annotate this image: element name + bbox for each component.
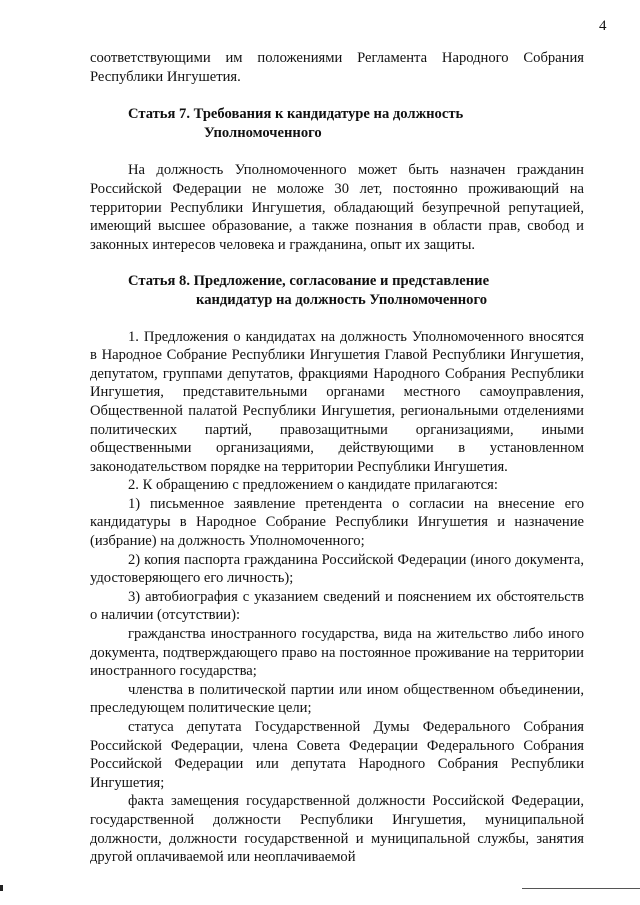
article-8-item-1: 1) письменное заявление претендента о согласии на внесение его кандидатуры в Народное Собрание Республики Ингушетия и назначение (избрание) на должность Уполномоченного; (90, 495, 584, 550)
article-7-title-line1: Статья 7. Требования к кандидатуре на должность (128, 106, 464, 123)
article-8-subitem-membership: членства в политической партии или ином общественном объединении, преследующем политические цели; (90, 681, 584, 717)
page-number: 4 (599, 18, 607, 34)
document-body (90, 49, 584, 867)
article-8-heading (90, 272, 584, 309)
article-8-paragraph-1: 1. Предложения о кандидатах на должность Уполномоченного вносятся в Народное Собрание Республики Ингушетия Главой Республики Ингушетия, депутатом, группами депутатов, фракциями Народного Собрания Республики Ингушетия, представительными органами местного самоуправления, Общественной палатой Республики Ингушетия, региональными отделениями политических партий, правозащитными организациями, иными общественными организациями, действующими в установленном законодательством порядке на территории Республики Ингушетия. (90, 328, 584, 475)
article-7-heading (90, 105, 584, 142)
article-7-paragraph: На должность Уполномоченного может быть назначен гражданин Российской Федерации не моложе 30 лет, постоянно проживающий на территории Республики Ингушетия, обладающий безупречной репутацией, имеющий высшее образование, а также познания в области прав, свобод и законных интересов человека и гражданина, опыт их защиты. (90, 162, 584, 253)
article-8-subitem-deputy-status: статуса депутата Государственной Думы Федерального Собрания Российской Федерации, члена Совета Федерации Федерального Собрания Российской Федерации или депутата Народного Собрания Республики Ингушетия; (90, 719, 584, 791)
article-8-item-3: 3) автобиография с указанием сведений и пояснением их обстоятельств о наличии (отсутствии): (90, 588, 584, 624)
scan-edge-mark (0, 885, 3, 891)
article-7-title-line2: Уполномоченного (204, 124, 322, 141)
article-8-paragraph-2: 2. К обращению с предложением о кандидате прилагаются: (128, 477, 498, 494)
scan-bottom-line (522, 888, 640, 889)
article-8-subitem-citizenship: гражданства иностранного государства, вида на жительство либо иного документа, подтверждающего право на постоянное проживание на территории иностранного государства; (90, 626, 584, 680)
article-8-subitem-office: факта замещения государственной должности Российской Федерации, государственной должности Республики Ингушетия, муниципальной должности, должности государственной и муниципальной службы, занятия другой оплачиваемой или неоплачиваемой (90, 793, 584, 866)
article-8-item-2: 2) копия паспорта гражданина Российской Федерации (иного документа, удостоверяющего его личность); (90, 551, 584, 587)
article-8-title-line2: кандидатур на должность Уполномоченного (196, 291, 488, 308)
continuation-paragraph: соответствующими им положениями Регламента Народного Собрания Республики Ингушетия. (90, 50, 584, 85)
article-8-title-line1: Статья 8. Предложение, согласование и представление (128, 273, 490, 290)
